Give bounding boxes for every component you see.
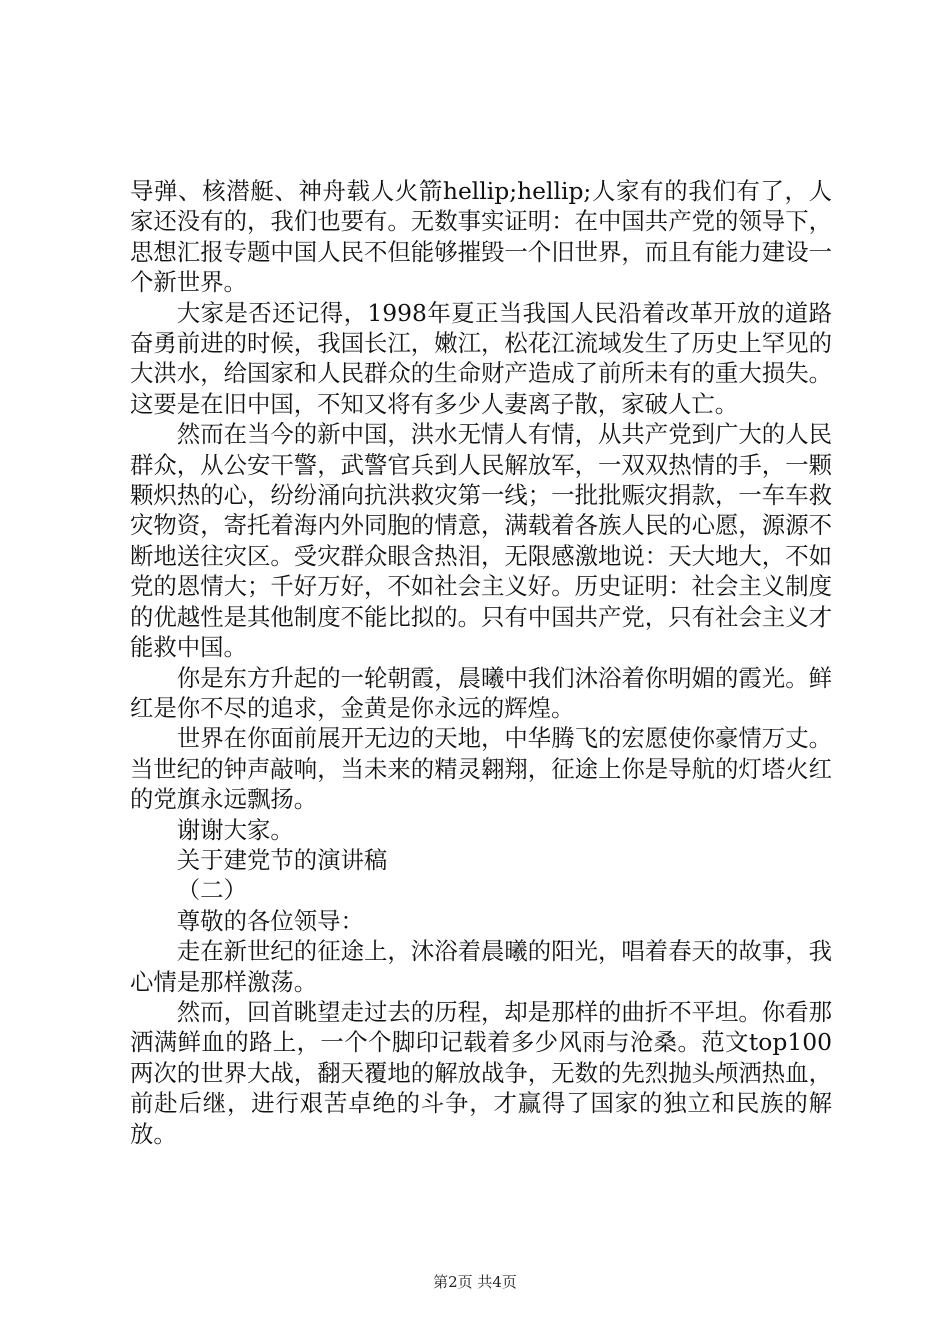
paragraph-6: 谢谢大家。 [176, 815, 294, 844]
section-title: 关于建党节的演讲稿 [176, 845, 388, 874]
section-number: （二） [176, 876, 247, 905]
paragraph-3: 然而在当今的新中国，洪水无情人有情，从共产党到广大的人民群众，从公安干警，武警官兵到人民解放军，一双双热情的手，一颗颗炽热的心，纷纷涌向抗洪救灾第一线；一批批赈灾捐款，一车车救灾物资，寄托着海内外同胞的情意，满载着各族人民的心愿，源源不断地送往灾区。受灾群众眼含热泪，无限感激地说：天大地大，不如党的恩情大；千好万好，不如社会主义好。历史证明：社会主义制度的优越性是其他制度不能比拟的。只有中国共产党，只有社会主义才能救中国。 [130, 420, 832, 662]
paragraph-10: 走在新世纪的征途上，沐浴着晨曦的阳光，唱着春天的故事，我心情是那样激荡。 [130, 937, 832, 996]
salutation: 尊敬的各位领导： [176, 906, 364, 935]
paragraph-5: 世界在你面前展开无边的天地，中华腾飞的宏愿使你豪情万丈。当世纪的钟声敲响，当未来的精灵翱翔，征途上你是导航的灯塔火红的党旗永远飘扬。 [130, 724, 832, 814]
paragraph-2: 大家是否还记得，1998年夏正当我国人民沿着改革开放的道路奋勇前进的时候，我国长江，嫩江，松花江流域发生了历史上罕见的大洪水，给国家和人民群众的生命财产造成了前所未有的重大损失。这要是在旧中国，不知又将有多少人妻离子散，家破人亡。 [130, 298, 832, 418]
page-footer: 第2页 共4页 [433, 1273, 517, 1291]
document-body [130, 176, 832, 1149]
paragraph-11: 然而，回首眺望走过去的历程，却是那样的曲折不平坦。你看那洒满鲜血的路上，一个个脚印记载着多少风雨与沧桑。范文top100两次的世界大战，翻天覆地的解放战争，无数的先烈抛头颅洒热血，前赴后继，进行艰苦卓绝的斗争，才赢得了国家的独立和民族的解放。 [130, 997, 832, 1148]
paragraph-1: 导弹、核潜艇、神舟载人火箭hellip;hellip;人家有的我们有了，人家还没有的，我们也要有。无数事实证明：在中国共产党的领导下，思想汇报专题中国人民不但能够摧毁一个旧世界，而且有能力建设一个新世界。 [130, 177, 832, 297]
paragraph-4: 你是东方升起的一轮朝霞，晨曦中我们沐浴着你明媚的霞光。鲜红是你不尽的追求，金黄是你永远的辉煌。 [130, 663, 832, 722]
